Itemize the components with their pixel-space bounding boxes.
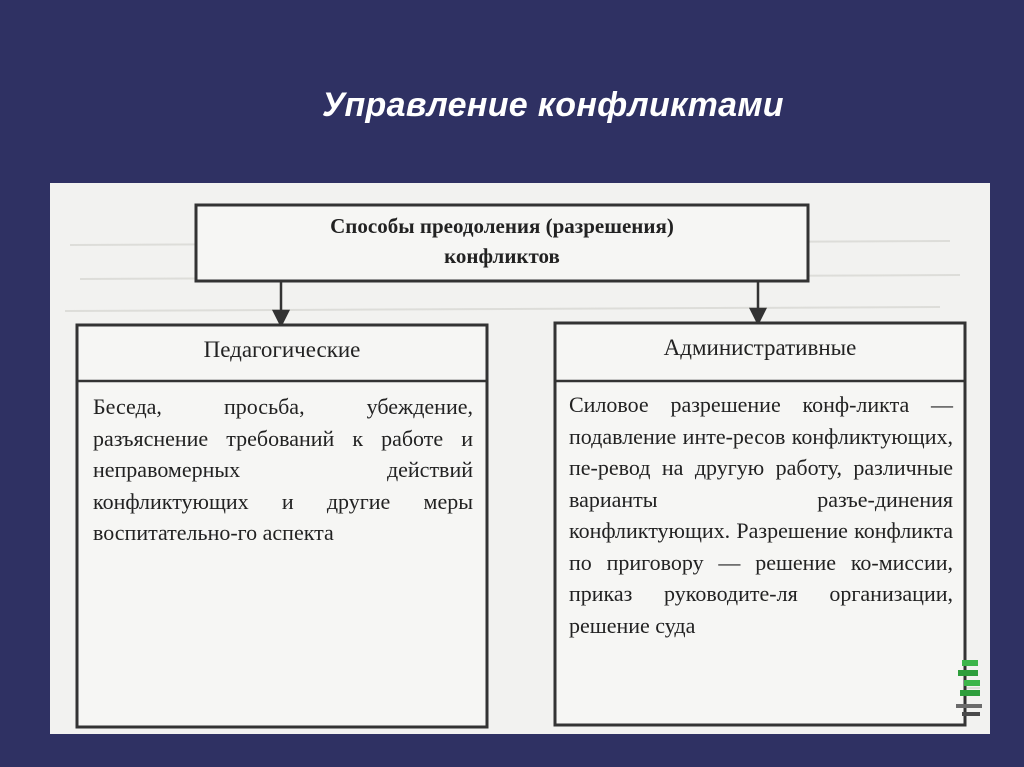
right-body: Силовое разрешение конф-ликта — подавление инте-ресов конфликтующих, пе-ревод на другую работу, различные варианты разъе-динения конфликтующих. Разрешение конфликта по приговору — решение ко-миссии, приказ руководите-ля организации, решение суда — [569, 392, 953, 638]
diagram-sheet — [50, 183, 990, 734]
root-label-line1: Способы преодоления (разрешения) — [330, 214, 674, 238]
arrow-left — [274, 281, 288, 325]
slide-title: Управление конфликтами — [322, 86, 784, 124]
right-heading: Административные — [663, 335, 857, 360]
left-body: Беседа, просьба, убеждение, разъяснение требований к работе и неправомерных действий конфликтующих и другие меры воспитательно-го аспекта — [93, 394, 473, 545]
arrow-right — [751, 281, 765, 323]
left-heading: Педагогические — [203, 337, 361, 362]
green-stairs-icon — [954, 654, 984, 724]
root-label-line2: конфликтов — [444, 244, 560, 268]
